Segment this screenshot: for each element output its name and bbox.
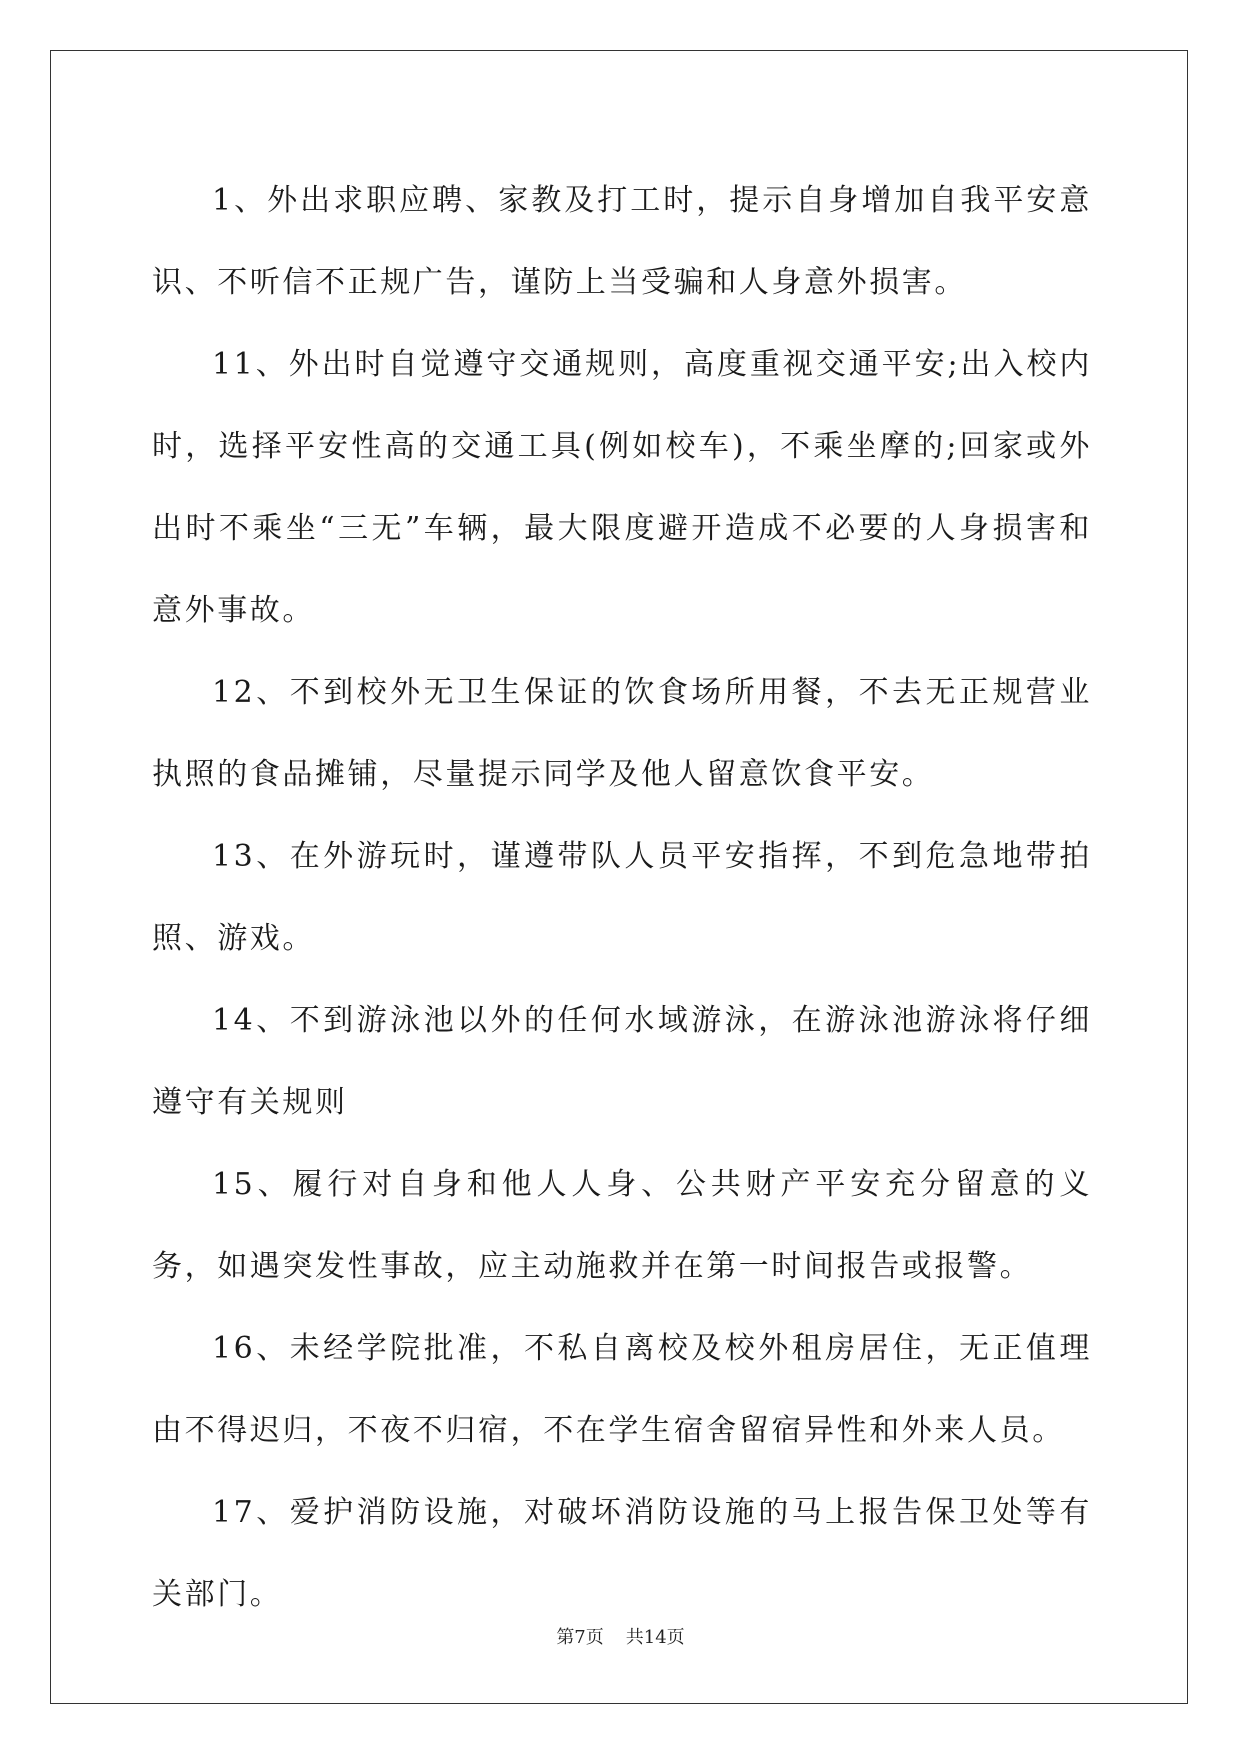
paragraph-13: 13、在外游玩时，谨遵带队人员平安指挥，不到危急地带拍照、游戏。	[152, 839, 1092, 956]
paragraph-17: 17、爱护消防设施，对破坏消防设施的马上报告保卫处等有关部门。	[152, 1495, 1092, 1612]
paragraph-11: 11、外出时自觉遵守交通规则，高度重视交通平安;出入校内时，选择平安性高的交通工具(例如校车)，不乘坐摩的;回家或外出时不乘坐“三无”车辆，最大限度避开造成不必要的人身损害和意外事故。	[152, 347, 1092, 628]
paragraph-15: 15、履行对自身和他人人身、公共财产平安充分留意的义务，如遇突发性事故，应主动施救并在第一时间报告或报警。	[152, 1167, 1092, 1284]
total-page-count: 共14页	[625, 1627, 685, 1648]
document-body	[152, 160, 1092, 1636]
paragraph-16: 16、未经学院批准，不私自离校及校外租房居住，无正值理由不得迟归，不夜不归宿，不在学生宿舍留宿异性和外来人员。	[152, 1331, 1092, 1448]
page-footer	[0, 1627, 1241, 1649]
paragraph-12: 12、不到校外无卫生保证的饮食场所用餐，不去无正规营业执照的食品摊铺，尽量提示同学及他人留意饮食平安。	[152, 675, 1092, 792]
paragraph-14: 14、不到游泳池以外的任何水域游泳，在游泳池游泳将仔细遵守有关规则	[152, 1003, 1092, 1120]
paragraph-1: 1、外出求职应聘、家教及打工时，提示自身增加自我平安意识、不听信不正规广告，谨防上当受骗和人身意外损害。	[152, 183, 1092, 300]
current-page-number: 第7页	[556, 1627, 604, 1648]
